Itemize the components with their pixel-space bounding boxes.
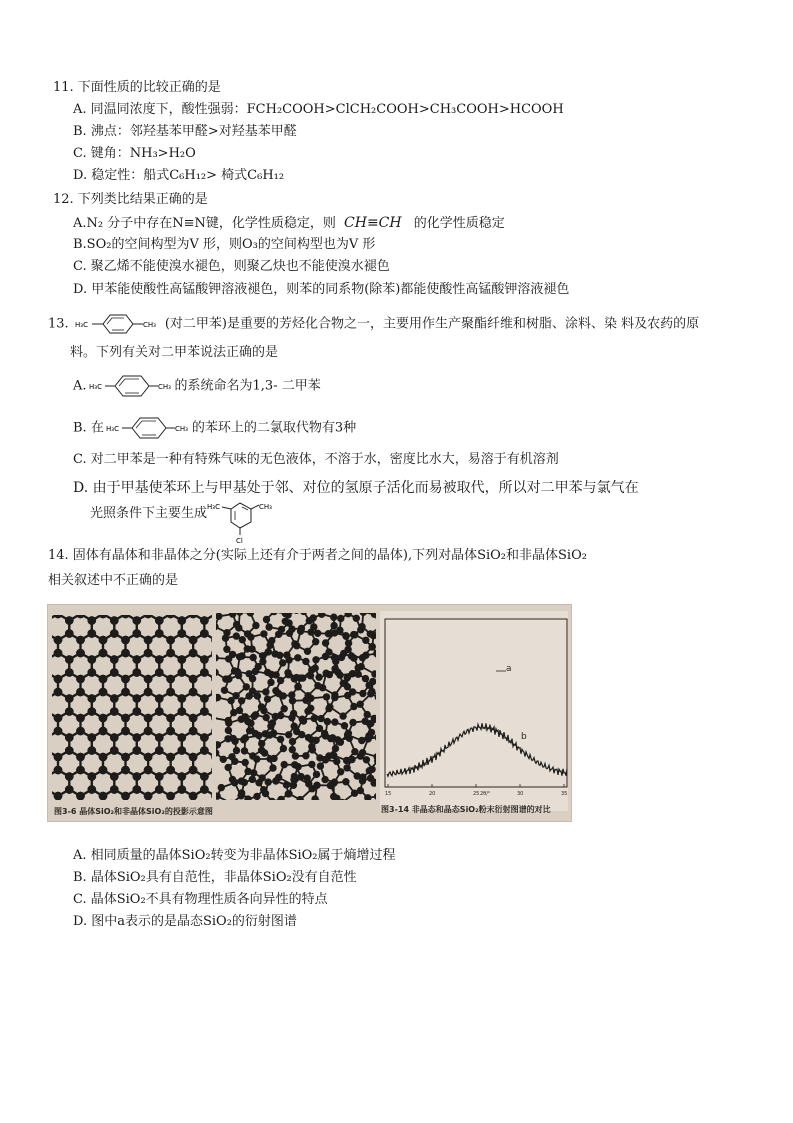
ch3-label: CH₃	[174, 425, 188, 433]
q13-option-b	[73, 414, 356, 442]
q13-option-b-pre: B. 在	[73, 420, 104, 436]
ch3-label: CH₃	[142, 321, 156, 329]
x-tick-label: 35	[561, 791, 568, 797]
p-xylene-structure	[73, 312, 165, 336]
q13-option-d-line2	[90, 500, 287, 544]
h3c-label: H₃C	[74, 321, 88, 329]
q14-stem-line2: 相关叙述中不正确的是	[48, 573, 179, 588]
q11-option-d: D. 稳定性：船式C₆H₁₂> 椅式C₆H₁₂	[73, 168, 285, 183]
q12-option-c: C. 聚乙烯不能使溴水褪色，则聚乙炔也不能使溴水褪色	[73, 259, 390, 274]
q14-stem-line1: 14. 固体有晶体和非晶体之分(实际上还有介于两者之间的晶体),下列对晶体SiO₂和非晶体SiO₂	[48, 548, 587, 563]
ch3-label: CH₃	[157, 383, 171, 391]
curve-label-a: a	[506, 664, 512, 674]
chloro-xylene-structure	[207, 500, 287, 544]
x-tick-label: 25	[473, 791, 480, 797]
q11-option-b: B. 沸点：邻羟基苯甲醛>对羟基苯甲醛	[73, 124, 297, 139]
hex-lattice	[48, 605, 241, 819]
acetylene-formula: CH≡CH	[344, 215, 402, 231]
q14-option-b: B. 晶体SiO₂具有自范性，非晶体SiO₂没有自范性	[73, 870, 357, 885]
q13-option-c: C. 对二甲苯是一种有特殊气味的无色液体，不溶于水，密度比水大，易溶于有机溶剂	[73, 452, 559, 467]
p-xylene-structure	[87, 372, 175, 400]
curve-label-b: b	[521, 732, 527, 742]
q11-option-a: A. 同温同浓度下，酸性强弱：FCH₂COOH>ClCH₂COOH>CH₃COOH>HCOOH	[73, 102, 564, 117]
q14-option-d: D. 图中a表示的是晶态SiO₂的衍射图谱	[73, 914, 297, 929]
h3c-label: H₃C	[207, 503, 220, 511]
q13-stem-text: (对二甲苯)是重要的芳烃化合物之一，主要用作生产聚酯纤维和树脂、涂料、染 料及农药的原	[164, 316, 700, 332]
h3c-label: H₃C	[88, 383, 102, 391]
figure-caption-left: 图3-6 晶体SiO₂和非晶体SiO₂的投影示意图	[54, 807, 213, 816]
q13-option-a-pre: A.	[73, 378, 87, 394]
q12-option-d: D. 甲苯能使酸性高锰酸钾溶液褪色，则苯的同系物(除苯)都能使酸性高锰酸钾溶液褪色	[73, 282, 570, 297]
q12-option-a-post: 的化学性质稳定	[413, 216, 505, 231]
ch3-label: CH₃	[259, 503, 272, 511]
q14-option-c: C. 晶体SiO₂不具有物理性质各向异性的特点	[73, 892, 328, 907]
x-axis-unit: 2θ/°	[480, 791, 491, 797]
diffraction-plot	[380, 611, 568, 811]
crystalline-sio2-diagram	[48, 605, 241, 819]
q13-stem-line2: 料。下列有关对二甲苯说法正确的是	[70, 345, 279, 360]
q12-option-a	[73, 214, 505, 233]
x-tick-label: 15	[385, 791, 392, 797]
cl-label: Cl	[236, 537, 243, 544]
q13-number: 13.	[48, 316, 69, 332]
q12-option-a-pre: A.N₂ 分子中存在N≡N键，化学性质稳定，则	[73, 216, 336, 231]
q13-option-a	[73, 372, 321, 400]
q12-option-b: B.SO₂的空间构型为V 形，则O₃的空间构型也为V 形	[73, 237, 376, 252]
q13-option-b-post: 的苯环上的二氯取代物有3种	[191, 420, 357, 436]
sio2-figure	[47, 604, 572, 822]
h3c-label: H₃C	[105, 425, 119, 433]
q12-stem: 12. 下列类比结果正确的是	[53, 192, 208, 207]
x-tick-label: 20	[429, 791, 436, 797]
q13-option-d-text: 光照条件下主要生成	[90, 506, 208, 521]
q13-option-a-post: 的系统命名为1,3- 二甲苯	[174, 378, 321, 394]
x-tick-label: 30	[517, 791, 524, 797]
amorphous-sio2-diagram	[209, 608, 396, 807]
q11-option-c: C. 键角：NH₃>H₂O	[73, 146, 196, 161]
q13-stem-line1	[48, 312, 699, 337]
q11-stem: 11. 下面性质的比较正确的是	[53, 80, 221, 95]
figure-caption-right: 图3-14 非晶态和晶态SiO₂粉末衍射图谱的对比	[381, 805, 551, 814]
q13-option-d-line1: D. 由于甲基使苯环上与甲基处于邻、对位的氢原子活化而易被取代，所以对二甲苯与氯气在	[73, 480, 639, 496]
p-xylene-structure	[104, 414, 192, 442]
q14-option-a: A. 相同质量的晶体SiO₂转变为非晶体SiO₂属于熵增过程	[73, 848, 396, 863]
